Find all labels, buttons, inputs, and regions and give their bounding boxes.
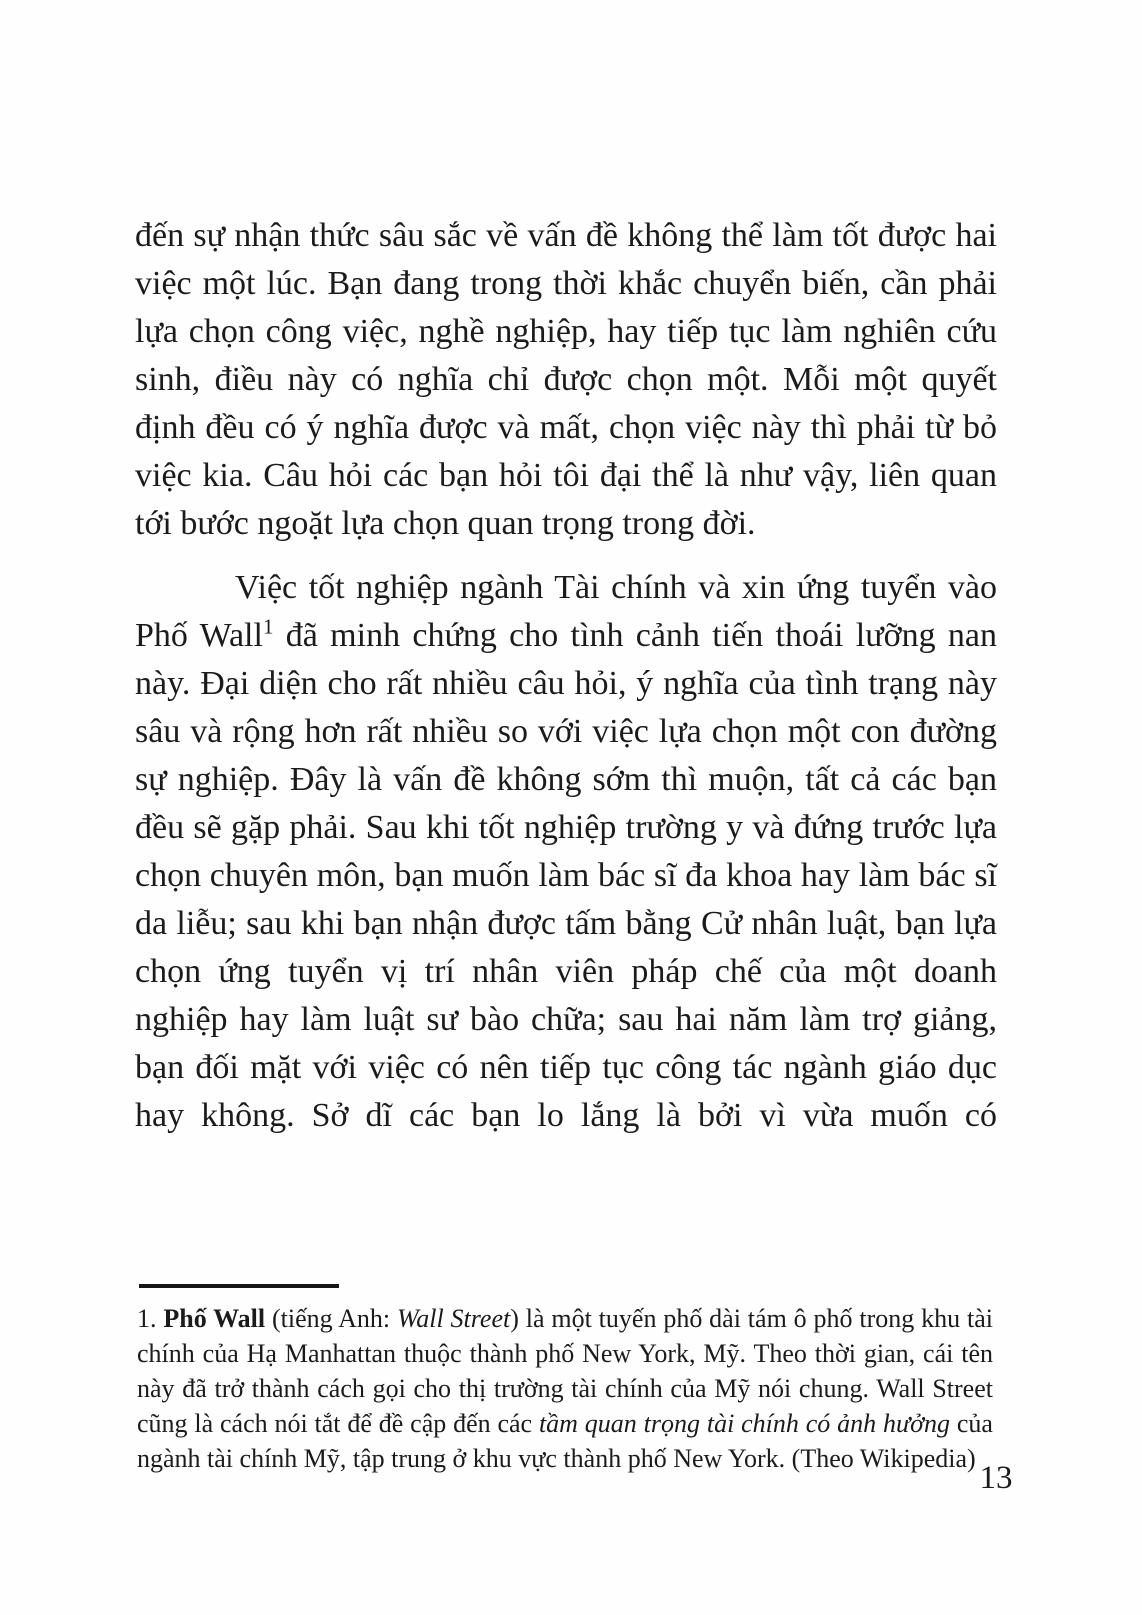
footnote-text	[137, 1301, 993, 1476]
paragraph-continuation	[135, 212, 997, 548]
body-text-block	[135, 212, 997, 1140]
footnote-reference-superscript: 1	[262, 614, 274, 639]
footnote-separator-rule	[139, 1284, 339, 1288]
footnote-marker: 1.	[137, 1304, 164, 1333]
footnote-italic-phrase: tầm quan trọng tài chính có ảnh hưởng	[538, 1409, 951, 1438]
footnote-segment-3: của ngành tài chính Mỹ, tập trung ở khu vực thành phố New York. (Theo Wikipedia)	[137, 1409, 993, 1473]
footnote-segment-2: ) là một tuyến phố dài tám ô phố trong khu tài chính của Hạ Manhattan thuộc thành phố New York, Mỹ. Theo thời gian, cái tên này đã trở thành cách gọi cho thị trường tài chính của Mỹ nói chung. Wall Street cũng là cách nói tắt để đề cập đến các	[137, 1304, 993, 1438]
footnote-segment-1: (tiếng Anh:	[265, 1304, 397, 1333]
page-number: 13	[979, 1460, 1013, 1496]
footnote-italic-title: Wall Street	[396, 1304, 511, 1333]
footnote-term: Phố Wall	[163, 1304, 266, 1333]
footnote-section	[137, 1284, 993, 1476]
paragraph-main	[135, 564, 997, 1140]
paragraph-2-text-after-ref: đã minh chứng cho tình cảnh tiến thoái lưỡng nan này. Đại diện cho rất nhiều câu hỏi, ý nghĩa của tình trạng này sâu và rộng hơn rất nhiều so với việc lựa chọn một con đường sự nghiệp. Đây là vấn đề không sớm thì muộn, tất cả các bạn đều sẽ gặp phải. Sau khi tốt nghiệp trường y và đứng trước lựa chọn chuyên môn, bạn muốn làm bác sĩ đa khoa hay làm bác sĩ da liễu; sau khi bạn nhận được tấm bằng Cử nhân luật, bạn lựa chọn ứng tuyển vị trí nhân viên pháp chế của một doanh nghiệp hay làm luật sư bào chữa; sau hai năm làm trợ giảng, bạn đối mặt với việc có nên tiếp tục công tác ngành giáo dục hay không. Sở dĩ các bạn lo lắng là bởi vì vừa muốn có	[135, 617, 998, 1134]
paragraph-1-text: đến sự nhận thức sâu sắc về vấn đề không thể làm tốt được hai việc một lúc. Bạn đang trong thời khắc chuyển biến, cần phải lựa chọn công việc, nghề nghiệp, hay tiếp tục làm nghiên cứu sinh, điều này có nghĩa chỉ được chọn một. Mỗi một quyết định đều có ý nghĩa được và mất, chọn việc này thì phải từ bỏ việc kia. Câu hỏi các bạn hỏi tôi đại thể là như vậy, liên quan tới bước ngoặt lựa chọn quan trọng trong đời.	[135, 217, 997, 542]
paragraph-2-text-before-ref: Việc tốt nghiệp ngành Tài chính và xin ứng tuyển vào Phố Wall	[135, 569, 997, 654]
